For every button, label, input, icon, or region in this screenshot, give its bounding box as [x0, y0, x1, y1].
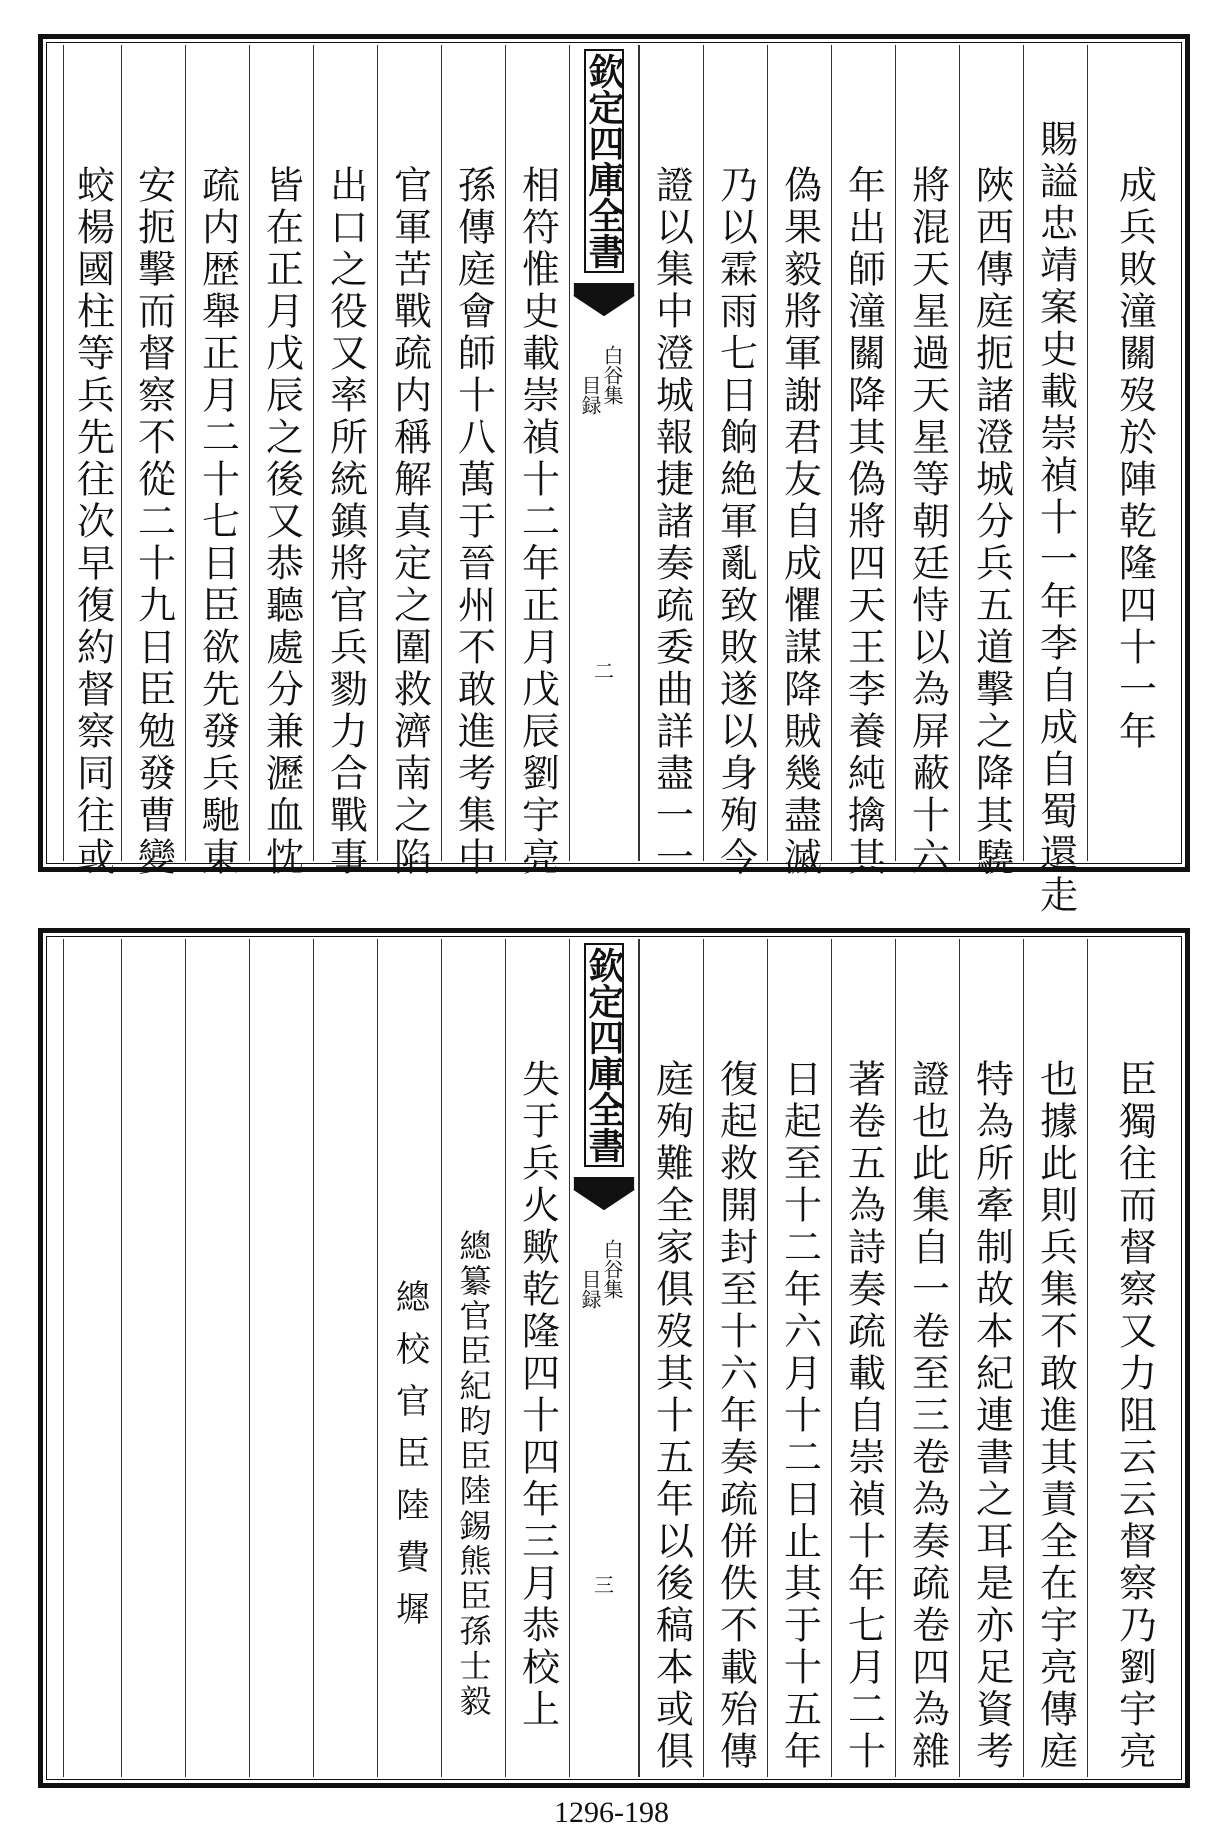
text-column [1087, 939, 1181, 1777]
book-series-title: 欽定四庫全書 [584, 943, 624, 1167]
section-title: 目録 [578, 375, 602, 415]
book-title: 白谷集 [600, 1239, 624, 1299]
text-column [377, 45, 441, 879]
text-column [959, 939, 1023, 1777]
text-column [249, 45, 313, 879]
column-text: 特為所牽制故本紀連書之耳是亦足資考 [969, 1059, 1014, 1773]
column-text: 日起至十二年六月十二日止其于十五年 [777, 1059, 822, 1773]
book-page-lower [38, 928, 1190, 1788]
text-column [1087, 45, 1181, 861]
text-column [121, 45, 185, 879]
text-column [505, 45, 569, 879]
column-text: 乃以霖雨七日餉絶軍亂致敗遂以身殉今 [713, 165, 758, 879]
text-column [831, 45, 895, 879]
section-title: 目録 [578, 1269, 602, 1309]
text-column [895, 939, 959, 1777]
column-text: 相符惟史載崇禎十二年正月戊辰劉宇亮 [515, 165, 560, 879]
column-text: 安扼擊而督察不從二十九日臣勉發曹變 [131, 165, 176, 879]
column-text: 證也此集自一卷至三卷為奏疏卷四為雜 [905, 1059, 950, 1773]
text-column [121, 939, 185, 1777]
text-column [639, 45, 703, 879]
text-column [63, 45, 121, 879]
column-text: 孫傳庭會師十八萬于晉州不敢進考集中 [451, 165, 496, 879]
column-text: 復起救開封至十六年奏疏併佚不載殆傳 [713, 1059, 758, 1773]
text-column [441, 939, 505, 1777]
column-text: 蛟楊國柱等兵先往次早復約督察同往或 [70, 165, 115, 879]
text-column [185, 45, 249, 879]
column-text: 總纂官臣紀昀臣陸錫熊臣孫士毅 [454, 1229, 493, 1719]
book-series-title: 欽定四庫全書 [584, 49, 624, 273]
column-text: 總校官臣陸費墀 [389, 1279, 430, 1643]
text-column [703, 45, 767, 879]
column-text: 也據此則兵集不敢進其責全在宇亮傳庭 [1033, 1059, 1078, 1773]
text-column [505, 939, 569, 1777]
column-text: 證以集中澄城報捷諸奏疏委曲詳盡一一 [649, 165, 694, 879]
text-column [1023, 939, 1087, 1777]
column-text: 官軍苦戰疏内稱解真定之圍救濟南之陷 [387, 165, 432, 879]
text-column [63, 939, 121, 1777]
book-page-upper [38, 34, 1190, 917]
column-text: 臣獨往而督察又力阻云云督察乃劉宇亮 [1112, 1059, 1157, 1773]
text-column [441, 45, 505, 879]
fishtail-mark-icon [570, 1177, 638, 1211]
center-fold-column [569, 45, 639, 861]
text-column [767, 939, 831, 1777]
text-column [313, 939, 377, 1777]
column-text: 著卷五為詩奏疏載自崇禎十年七月二十 [841, 1059, 886, 1773]
column-text: 庭殉難全家俱歿其十五年以後稿本或俱 [649, 1059, 694, 1773]
text-column [249, 939, 313, 1777]
column-text: 成兵敗潼關歿於陣乾隆四十一年 [1112, 165, 1157, 753]
column-text: 陜西傳庭扼諸澄城分兵五道擊之降其驍 [969, 165, 1014, 879]
text-column [185, 939, 249, 1777]
center-fold-column [569, 939, 639, 1777]
text-column [1023, 45, 1087, 917]
column-text: 賜謚忠靖案史載崇禎十一年李自成自蜀還走 [1033, 119, 1078, 917]
column-text: 皆在正月戊辰之後又恭聽處分兼瀝血忱 [259, 165, 304, 879]
column-text: 將混天星過天星等朝廷恃以為屏蔽十六 [905, 165, 950, 879]
text-column [377, 939, 441, 1777]
leaf-number: 三 [594, 1573, 614, 1597]
text-column [959, 45, 1023, 879]
text-column [313, 45, 377, 879]
text-column [895, 45, 959, 879]
book-title: 白谷集 [600, 345, 624, 405]
column-text: 疏内歴舉正月二十七日臣欲先發兵馳東 [195, 165, 240, 879]
column-text: 年出師潼關降其偽將四天王李養純擒其 [841, 165, 886, 879]
text-column [767, 45, 831, 879]
page-footer-number: 1296-198 [554, 1796, 669, 1829]
text-column [831, 939, 895, 1777]
column-text: 出口之役又率所統鎮將官兵勠力合戰事 [323, 165, 368, 879]
text-column [639, 939, 703, 1777]
column-text: 失于兵火歟乾隆四十四年三月恭校上 [515, 1059, 560, 1731]
text-column [703, 939, 767, 1777]
leaf-number: 二 [594, 659, 614, 683]
fishtail-mark-icon [570, 283, 638, 317]
column-text: 偽果毅將軍謝君友自成懼謀降賊幾盡滅 [777, 165, 822, 879]
